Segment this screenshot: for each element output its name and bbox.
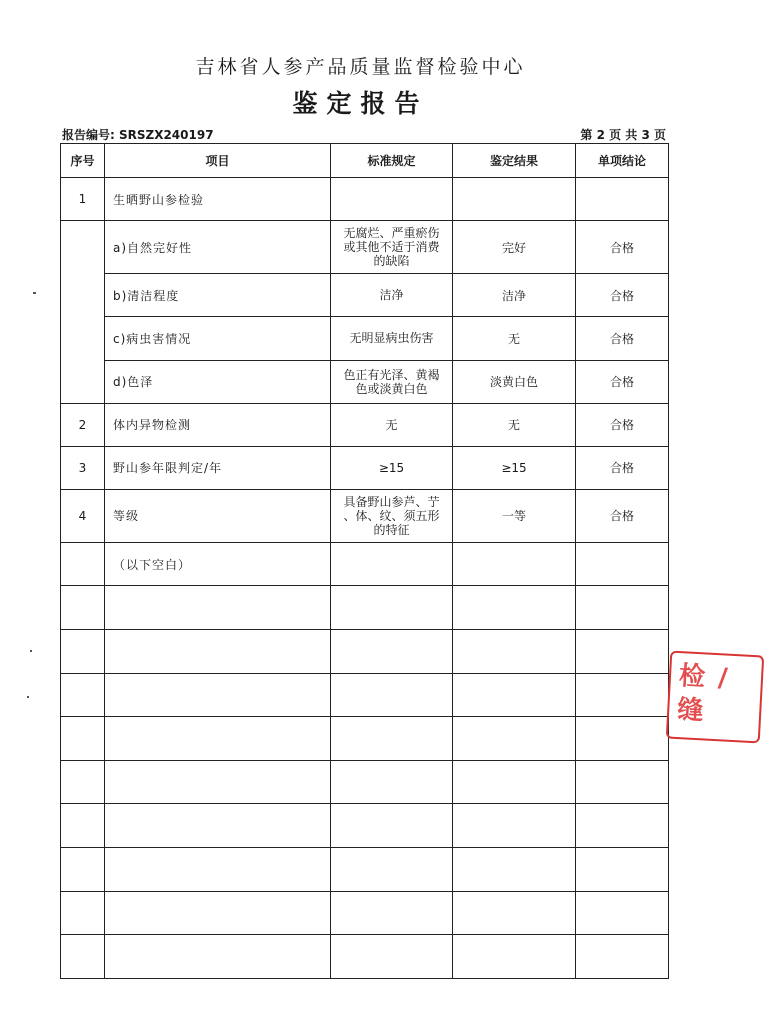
row-standard — [331, 274, 453, 317]
row-conclusion: 合格 — [576, 446, 669, 489]
row-standard — [331, 178, 453, 221]
blank-cell — [331, 673, 453, 717]
standard-line: 无明显病虫伤害 — [349, 331, 434, 346]
row-result: 完好 — [453, 221, 576, 274]
row-item: c)病虫害情况 — [105, 317, 331, 360]
row-item: 生晒野山参检验 — [105, 178, 331, 221]
table-row — [61, 317, 669, 360]
blank-cell — [331, 760, 453, 804]
row-conclusion: 合格 — [576, 360, 669, 403]
blank-cell — [453, 586, 576, 630]
row-result — [453, 543, 576, 586]
standard-line: 色或淡黄白色 — [355, 381, 428, 396]
col-header-no: 序号 — [61, 144, 105, 178]
standard-line: 、体、纹、须五形 — [343, 508, 440, 523]
row-result: 无 — [453, 317, 576, 360]
inspection-seal — [666, 651, 764, 744]
col-header-result: 鉴定结果 — [453, 144, 576, 178]
blank-row — [61, 804, 669, 848]
blank-cell — [61, 935, 105, 979]
row-result: ≥15 — [453, 446, 576, 489]
blank-cell — [331, 804, 453, 848]
blank-cell — [61, 848, 105, 892]
row-standard — [331, 489, 453, 542]
standard-line: 具备野山参芦、艼 — [343, 494, 440, 509]
blank-row — [61, 629, 669, 673]
page-info: 第 2 页 共 3 页 — [580, 128, 666, 142]
row-item: d)色泽 — [105, 360, 331, 403]
blank-cell — [61, 673, 105, 717]
table-row — [61, 360, 669, 403]
blank-row — [61, 848, 669, 892]
row-item: b)清洁程度 — [105, 274, 331, 317]
standard-line: 洁净 — [379, 288, 404, 303]
row-conclusion: 合格 — [576, 403, 669, 446]
blank-cell — [105, 804, 331, 848]
row-result: 洁净 — [453, 274, 576, 317]
row-no — [61, 543, 105, 586]
blank-cell — [453, 848, 576, 892]
row-standard — [331, 317, 453, 360]
scan-speck — [33, 292, 36, 294]
report-number: 报告编号: SRSZX240197 — [62, 128, 214, 142]
blank-cell — [61, 804, 105, 848]
standard-line: ≥15 — [378, 460, 405, 475]
row-conclusion: 合格 — [576, 317, 669, 360]
row-conclusion — [576, 178, 669, 221]
blank-cell — [61, 629, 105, 673]
blank-cell — [576, 760, 669, 804]
blank-row — [61, 673, 669, 717]
table-row — [61, 274, 669, 317]
row-item: 野山参年限判定/年 — [105, 446, 331, 489]
blank-cell — [105, 935, 331, 979]
col-header-conclusion: 单项结论 — [576, 144, 669, 178]
scan-speck — [30, 650, 32, 652]
standard-line: 的缺陷 — [373, 254, 410, 269]
row-no: 1 — [61, 178, 105, 221]
blank-cell — [576, 891, 669, 935]
row-no: 2 — [61, 403, 105, 446]
blank-row — [61, 717, 669, 761]
table-row — [61, 403, 669, 446]
row-item: （以下空白） — [105, 543, 331, 586]
blank-cell — [576, 629, 669, 673]
blank-cell — [576, 935, 669, 979]
blank-cell — [453, 673, 576, 717]
blank-cell — [61, 586, 105, 630]
blank-cell — [105, 673, 331, 717]
standard-line: 无 — [385, 417, 398, 432]
blank-cell — [331, 848, 453, 892]
table-row — [61, 489, 669, 542]
blank-cell — [105, 891, 331, 935]
blank-cell — [453, 935, 576, 979]
table-row — [61, 221, 669, 274]
row-result: 淡黄白色 — [453, 360, 576, 403]
sub-items-no-cell — [61, 221, 105, 404]
blank-cell — [61, 717, 105, 761]
blank-cell — [331, 891, 453, 935]
blank-cell — [576, 804, 669, 848]
row-standard — [331, 360, 453, 403]
blank-cell — [453, 760, 576, 804]
scan-speck — [27, 696, 29, 698]
blank-cell — [331, 586, 453, 630]
blank-cell — [453, 804, 576, 848]
col-header-standard: 标准规定 — [331, 144, 453, 178]
standard-line: 色正有光泽、黄褐 — [343, 367, 440, 382]
blank-cell — [576, 586, 669, 630]
table-row — [61, 178, 669, 221]
blank-cell — [576, 848, 669, 892]
report-title: 鉴定报告 — [292, 89, 429, 118]
org-title: 吉林省人参产品质量监督检验中心 — [195, 56, 526, 78]
row-no: 3 — [61, 446, 105, 489]
row-result — [453, 178, 576, 221]
row-conclusion — [576, 543, 669, 586]
blank-cell — [105, 586, 331, 630]
blank-row — [61, 586, 669, 630]
blank-cell — [331, 629, 453, 673]
blank-cell — [105, 760, 331, 804]
blank-cell — [453, 629, 576, 673]
row-standard — [331, 221, 453, 274]
row-item: 体内异物检测 — [105, 403, 331, 446]
row-item: a)自然完好性 — [105, 221, 331, 274]
row-result: 无 — [453, 403, 576, 446]
blank-row — [61, 760, 669, 804]
inspection-table — [60, 143, 669, 979]
row-item: 等级 — [105, 489, 331, 542]
seal-text: 检 ∕ 缝 — [676, 661, 731, 727]
row-conclusion: 合格 — [576, 274, 669, 317]
blank-cell — [453, 717, 576, 761]
blank-rows — [61, 586, 669, 979]
table-row — [61, 543, 669, 586]
standard-line: 或其他不适于消费 — [343, 240, 440, 255]
blank-cell — [105, 717, 331, 761]
row-no: 4 — [61, 489, 105, 542]
row-standard — [331, 403, 453, 446]
row-standard — [331, 543, 453, 586]
blank-cell — [576, 717, 669, 761]
blank-cell — [61, 891, 105, 935]
table-header-row — [61, 144, 669, 178]
blank-cell — [331, 935, 453, 979]
blank-cell — [576, 673, 669, 717]
blank-row — [61, 935, 669, 979]
row-standard — [331, 446, 453, 489]
table-row — [61, 446, 669, 489]
blank-cell — [331, 717, 453, 761]
standard-line: 无腐烂、严重瘀伤 — [343, 226, 440, 241]
blank-cell — [61, 760, 105, 804]
row-conclusion: 合格 — [576, 221, 669, 274]
row-result: 一等 — [453, 489, 576, 542]
blank-cell — [105, 629, 331, 673]
blank-cell — [453, 891, 576, 935]
row-conclusion: 合格 — [576, 489, 669, 542]
blank-row — [61, 891, 669, 935]
standard-line: 的特征 — [373, 522, 410, 537]
col-header-item: 项目 — [105, 144, 331, 178]
blank-cell — [105, 848, 331, 892]
